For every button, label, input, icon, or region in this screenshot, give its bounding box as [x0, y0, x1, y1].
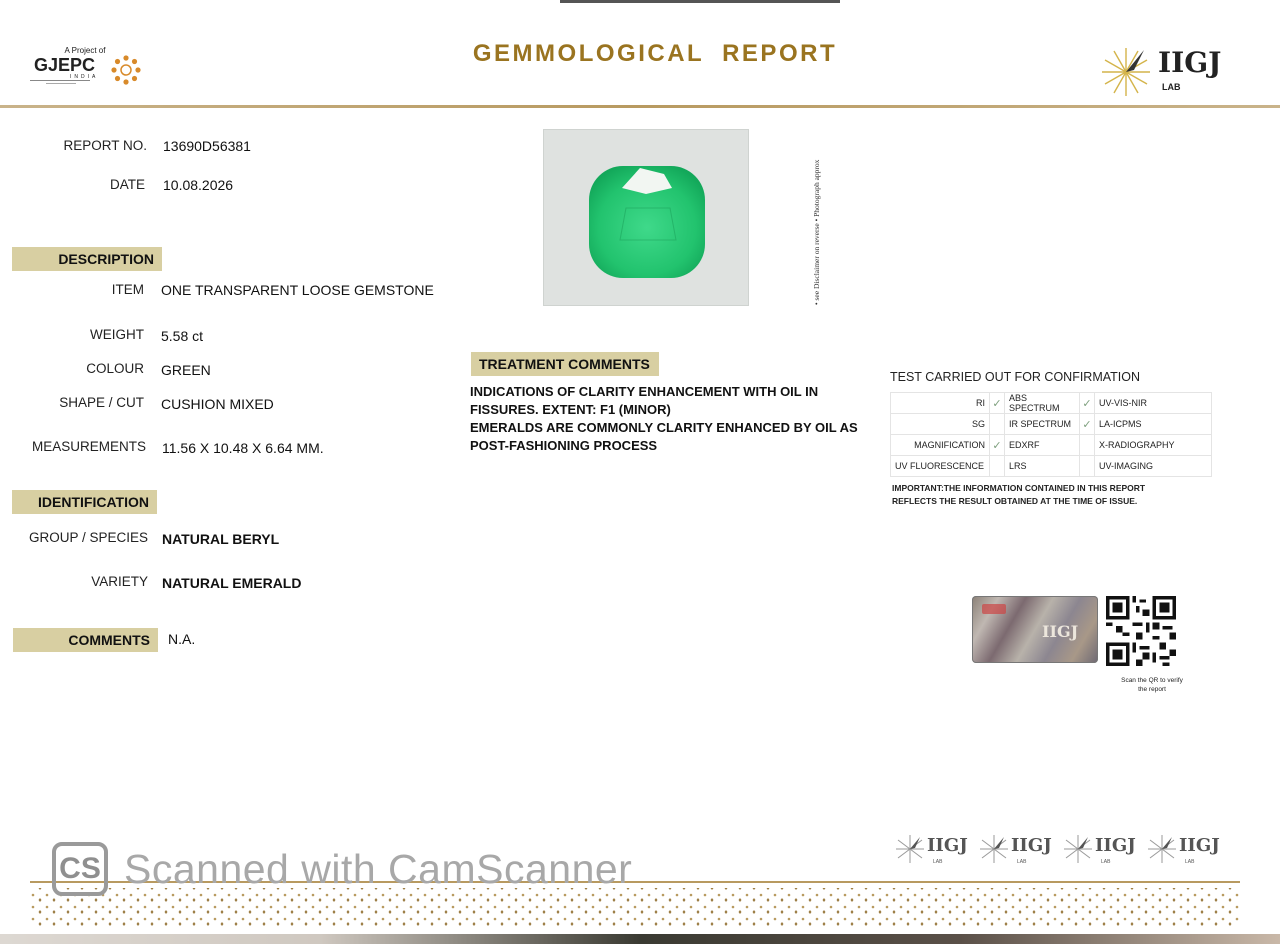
verification-qr-code[interactable] — [1106, 596, 1176, 666]
treatment-line: INDICATIONS OF CLARITY ENHANCEMENT WITH OIL IN — [470, 384, 819, 399]
test-cell: RI — [891, 393, 990, 414]
weight-label: WEIGHT — [90, 327, 144, 342]
header-divider — [0, 105, 1280, 108]
test-cell: ABS SPECTRUM — [1005, 393, 1080, 414]
footer-iigj-logo — [895, 832, 979, 868]
iigj-logo-lab: LAB — [1162, 82, 1181, 92]
iigj-logo-text: IIGJ — [1158, 46, 1222, 79]
photo-disclaimer: • see Disclaimer on reverse • Photograph approx — [812, 159, 821, 305]
table-row — [891, 435, 1212, 456]
gjepc-tagline-lines — [30, 80, 110, 84]
important-text: THE INFORMATION CONTAINED IN THIS REPORT REFLECTS THE RESULT OBTAINED AT THE TIME OF ISSUE. — [892, 483, 1146, 506]
measurements-value: 11.56 X 10.48 X 6.64 MM. — [162, 440, 324, 456]
footer-iigj-logo — [1063, 832, 1147, 868]
group-value: NATURAL BERYL — [162, 531, 280, 547]
identification-heading: IDENTIFICATION — [12, 490, 157, 514]
report-no-value: 13690D56381 — [163, 138, 251, 154]
footer-logo-lab: LAB — [1017, 859, 1027, 865]
colour-value: GREEN — [161, 362, 211, 378]
measurements-label: MEASUREMENTS — [31, 439, 146, 454]
footer-logo-text: IIGJ — [1095, 835, 1136, 856]
camscanner-watermark: Scanned with CamScanner — [124, 846, 633, 892]
comments-value: N.A. — [168, 631, 196, 647]
iigj-burst-icon — [1100, 46, 1152, 98]
variety-label: VARIETY — [91, 574, 148, 589]
emerald-stone-image — [544, 130, 748, 305]
footer-logo-text: IIGJ — [927, 835, 968, 856]
footer-logo-lab: LAB — [933, 859, 943, 865]
item-value: ONE TRANSPARENT LOOSE GEMSTONE — [161, 282, 434, 298]
check-icon: ✓ — [1080, 393, 1095, 414]
important-label: IMPORTANT: — [892, 483, 944, 493]
date-value: 10.08.2026 — [163, 177, 234, 193]
test-cell: MAGNIFICATION — [891, 435, 990, 456]
shape-value: CUSHION MIXED — [161, 396, 274, 412]
hologram-text: IIGJ — [1042, 622, 1079, 641]
check-icon: ✓ — [990, 435, 1005, 456]
gemstone-photo — [543, 129, 749, 306]
qr-caption: Scan the QR to verify the report — [1121, 677, 1183, 693]
description-heading: DESCRIPTION — [12, 247, 162, 271]
check-icon — [990, 414, 1005, 435]
table-row — [891, 456, 1212, 477]
check-icon: ✓ — [1080, 414, 1095, 435]
check-icon — [990, 456, 1005, 477]
top-edge-strip — [560, 0, 840, 3]
item-label: ITEM — [111, 282, 144, 297]
gjepc-project-text: A Project of — [64, 46, 106, 55]
iigj-burst-icon — [895, 834, 925, 864]
iigj-lab-logo — [1100, 38, 1240, 98]
iigj-burst-icon — [1147, 834, 1177, 864]
comments-heading: COMMENTS — [13, 628, 158, 652]
report-no-label: REPORT NO. — [63, 138, 147, 153]
footer-logo-lab: LAB — [1101, 859, 1111, 865]
table-row — [891, 393, 1212, 414]
test-cell: EDXRF — [1005, 435, 1080, 456]
footer-logo-lab: LAB — [1185, 859, 1195, 865]
test-cell: LA-ICPMS — [1095, 414, 1212, 435]
bottom-edge — [0, 934, 1280, 944]
test-cell: LRS — [1005, 456, 1080, 477]
colour-label: COLOUR — [86, 361, 144, 376]
group-label: GROUP / SPECIES — [28, 530, 148, 545]
footer-logo-strip — [895, 832, 1240, 868]
treatment-line: EMERALDS ARE COMMONLY CLARITY ENHANCED BY OIL AS — [470, 420, 858, 435]
iigj-burst-icon — [1063, 834, 1093, 864]
camscanner-logo-icon: CS — [52, 842, 108, 896]
check-icon — [1080, 456, 1095, 477]
iigj-burst-icon — [979, 834, 1009, 864]
weight-value: 5.58 ct — [161, 328, 204, 344]
check-icon: ✓ — [990, 393, 1005, 414]
test-cell: UV-IMAGING — [1095, 456, 1212, 477]
shape-label: SHAPE / CUT — [59, 395, 144, 410]
footer-iigj-logo — [1147, 832, 1231, 868]
footer-iigj-logo — [979, 832, 1063, 868]
test-cell: SG — [891, 414, 990, 435]
footer-logo-text: IIGJ — [1011, 835, 1052, 856]
gjepc-country: INDIA — [70, 74, 99, 80]
gjepc-name: GJEPC — [34, 55, 96, 75]
tests-table — [890, 392, 1212, 477]
treatment-text — [470, 383, 860, 455]
treatment-line: FISSURES. EXTENT: F1 (MINOR) — [470, 402, 671, 417]
test-cell: X-RADIOGRAPHY — [1095, 435, 1212, 456]
check-icon — [1080, 435, 1095, 456]
important-note — [892, 482, 1192, 508]
treatment-line: POST-FASHIONING PROCESS — [470, 438, 658, 453]
hologram-badge-icon — [982, 604, 1006, 614]
treatment-heading: TREATMENT COMMENTS — [471, 352, 659, 376]
security-hologram — [972, 596, 1098, 663]
gjepc-logo — [30, 44, 160, 92]
gjepc-sun-icon — [110, 54, 142, 86]
test-cell: IR SPECTRUM — [1005, 414, 1080, 435]
date-label: DATE — [109, 177, 145, 192]
tests-title: TEST CARRIED OUT FOR CONFIRMATION — [890, 370, 1141, 384]
table-row — [891, 414, 1212, 435]
test-cell: UV FLUORESCENCE — [891, 456, 990, 477]
test-cell: UV-VIS-NIR — [1095, 393, 1212, 414]
footer-logo-text: IIGJ — [1179, 835, 1220, 856]
variety-value: NATURAL EMERALD — [162, 575, 302, 591]
report-title: GEMMOLOGICAL REPORT — [472, 40, 838, 67]
